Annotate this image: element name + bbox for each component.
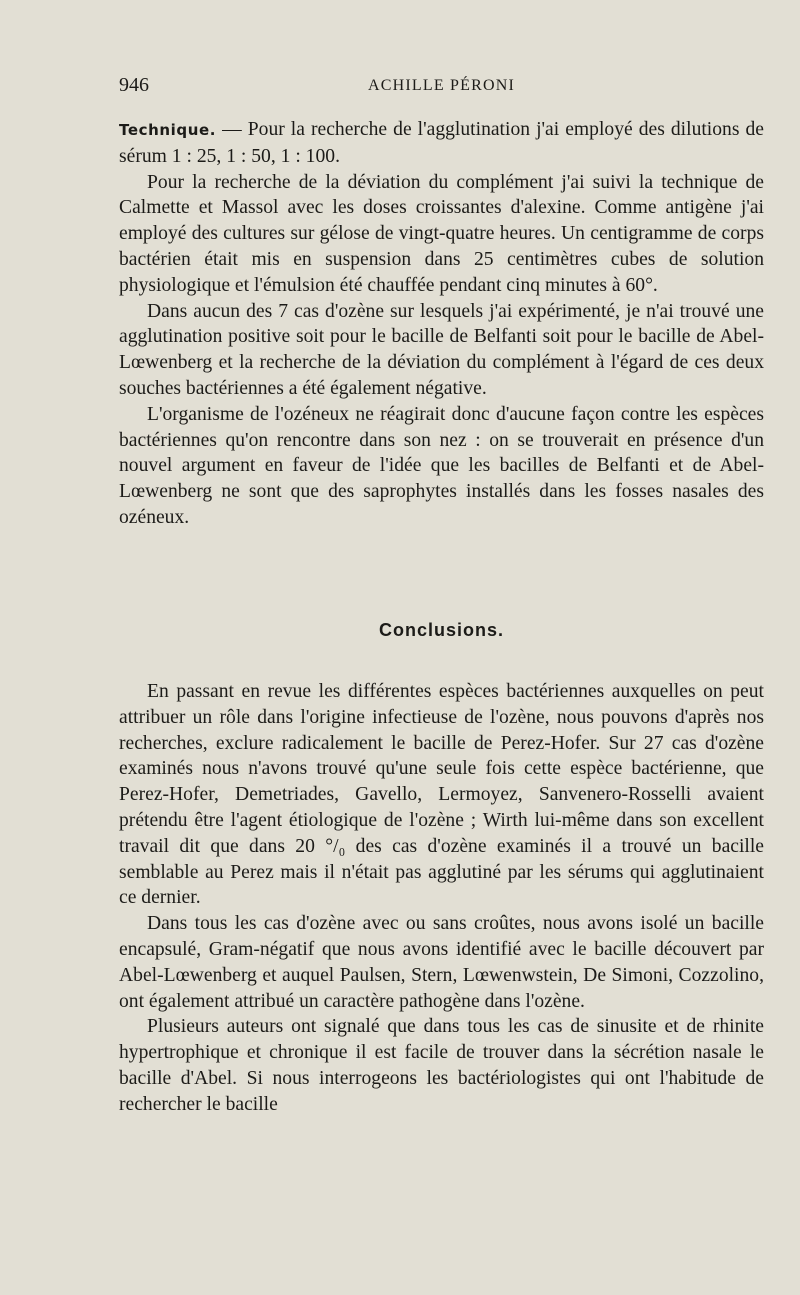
page-number: 946 xyxy=(119,74,149,96)
paragraph-saprophytes: L'organisme de l'ozéneux ne réagirait donc d'aucune façon contre les espèces bactériennes qu'on rencontre dans son nez : on se trouverait en présence d'un nouvel argument en faveur de l'idée que les bacilles de Belfanti et de Abel-Lœwenberg ne sont que des saprophytes installés dans les fosses nasales des ozéneux. xyxy=(119,403,764,528)
paragraph-abel-loewenberg: Dans tous les cas d'ozène avec ou sans croûtes, nous avons isolé un bacille encapsulé, Gram-négatif que nous avons identifié avec le bacille découvert par Abel-Lœwenberg et auquel Paulsen, Stern, Lœwenwstein, De Simoni, Cozzolino, ont également attribué un caractère pathogène dans l'ozène. xyxy=(119,913,764,1012)
running-title: ACHILLE PÉRONI xyxy=(367,77,515,94)
paragraph-complement-deviation: Pour la recherche de la déviation du complément j'ai suivi la technique de Calmette et Massol avec les doses croissantes d'alexine. Comme antigène j'ai employé des cultures sur gélose de vingt-quatre heures. Un centigramme de corps bactérien était mis en suspension dans 25 centimètres cubes de solution physiologique et l'émulsion été chauffée pendant cinq minutes à 60°. xyxy=(119,171,764,296)
running-head xyxy=(119,74,764,100)
technique-run-in: Technique. xyxy=(119,121,217,139)
body-text-top xyxy=(119,117,764,531)
body-text-bottom xyxy=(119,679,764,1118)
paragraph-agglutination-results: Dans aucun des 7 cas d'ozène sur lesquels j'ai expérimenté, je n'ai trouvé une agglutination positive soit pour le bacille de Belfanti soit pour le bacille de Abel-Lœwenberg et la recherche de la déviation du complément à l'égard de ces deux souches bactériennes a été également négative. xyxy=(119,300,764,399)
technique-text: — Pour la recherche de l'agglutination j'ai employé des dilutions de sérum 1 : 25, 1 : 50, 1 : 100. xyxy=(119,119,764,167)
paragraph-perez-hofer: En passant en revue les différentes espèces bactériennes auxquelles on peut attribuer un rôle dans l'origine infectieuse de l'ozène, nous pouvons d'après nos recherches, exclure radicalement le bacille de Perez-Hofer. Sur 27 cas d'ozène examinés nous n'avons trouvé qu'une seule fois cette espèce bactérienne, que Perez-Hofer, Demetriades, Gavello, Lermoyez, Sanvenero-Rosselli avaient prétendu être l'agent étiologique de l'ozène ; Wirth lui-même dans son excellent travail dit que dans 20 °/₀ des cas d'ozène examinés il a trouvé un bacille semblable au Perez mais il n'était pas agglutiné par les sérums qui agglutinaient ce dernier. xyxy=(119,681,764,909)
section-heading-conclusions: Conclusions. xyxy=(378,620,504,640)
technique-paragraph xyxy=(119,117,764,170)
paragraph-sinusite-rhinite: Plusieurs auteurs ont signalé que dans tous les cas de sinusite et de rhinite hypertrophique et chronique il est facile de trouver dans la sécrétion nasale le bacille d'Abel. Si nous interrogeons les bactériologistes qui ont l'habitude de rechercher le bacille xyxy=(119,1016,764,1115)
